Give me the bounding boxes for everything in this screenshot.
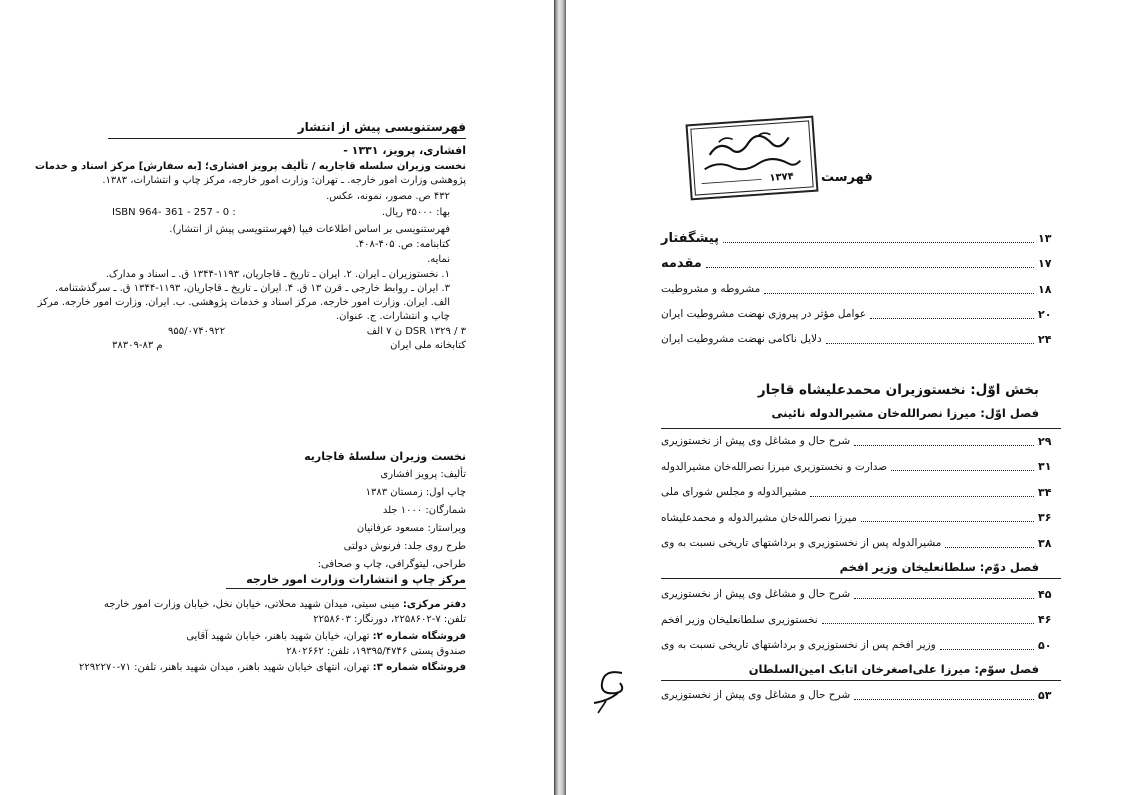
toc-leader-dots bbox=[854, 437, 1034, 446]
cip-subjects-1: ۱. نخستوزیران ـ ایران. ۲. ایران ـ تاریخ ـ قاجاریان، ۱۱۹۳-۱۳۴۴ ق. ـ اسناد و مدارک. bbox=[105, 269, 450, 280]
toc-leader-dots bbox=[810, 488, 1034, 497]
toc-entry-page: ۲۰ bbox=[1038, 307, 1052, 321]
cip-index: نمایه. bbox=[427, 254, 450, 265]
colophon-store2-label: فروشگاه شماره ۲: bbox=[372, 631, 466, 642]
toc-entry-page: ۲۹ bbox=[1038, 434, 1052, 448]
cip-subjects-4: چاپ و انتشارات. ج. عنوان. bbox=[335, 311, 450, 322]
toc-entry-title: پیشگفتار bbox=[661, 230, 720, 246]
toc-entry-title: شرح حال و مشاغل وی پیش از نخستوزیری bbox=[661, 435, 851, 447]
toc-entry bbox=[661, 305, 1056, 323]
cip-author: افشاری، پرویز، ۱۳۳۱ - bbox=[343, 144, 466, 157]
toc-entry bbox=[661, 509, 1056, 527]
cip-main-entry-text: نخست وزیران سلسله قاجاریه / تألیف پرویز افشاری؛ [به سفارش] مرکز اسناد و خدمات bbox=[34, 161, 466, 172]
toc-entry bbox=[661, 229, 1056, 247]
chapter-2-divider bbox=[661, 578, 1061, 579]
chapter-2-title: فصل دوّم: سلطانعلیخان وزیر افخم bbox=[839, 560, 1039, 574]
toc-entry bbox=[661, 458, 1056, 476]
colophon-print-run: شمارگان: ۱۰۰۰ جلد bbox=[382, 505, 466, 516]
colophon-office bbox=[104, 598, 466, 611]
toc-entry-page: ۳۱ bbox=[1038, 460, 1052, 473]
cip-main-entry bbox=[35, 160, 466, 173]
toc-leader-dots bbox=[891, 462, 1034, 471]
toc-entry-title: نخستوزیری سلطانعلیخان وزیر افخم bbox=[661, 613, 818, 626]
toc-entry bbox=[661, 686, 1056, 704]
toc-entry-title: صدارت و نخستوزیری میرزا نصرالله‌خان مشیرالدوله bbox=[661, 460, 888, 473]
colophon-office-phone: تلفن: ۷-۲۲۵۸۶۰۲، دورنگار: ۲۲۵۸۶۰۳ bbox=[313, 614, 466, 625]
cip-title: فهرستنویسی پیش از انتشار bbox=[297, 120, 466, 134]
toc-entry-page: ۵۰ bbox=[1038, 638, 1052, 652]
book-gutter bbox=[554, 0, 566, 795]
chapter-1-divider bbox=[661, 428, 1061, 429]
cip-library: کتابخانه ملی ایران bbox=[390, 340, 466, 351]
toc-entry-title: مشروطه و مشروطیت bbox=[661, 283, 761, 295]
chapter-1-title: فصل اوّل: میرزا نصرالله‌خان مشیرالدوله نائینی bbox=[771, 406, 1039, 420]
toc-entry-title: دلایل ناکامی نهضت مشروطیت ایران bbox=[661, 333, 822, 345]
toc-entry bbox=[661, 432, 1056, 450]
toc-entry-page: ۴۶ bbox=[1038, 613, 1052, 626]
library-stamp bbox=[686, 116, 819, 201]
toc-leader-dots bbox=[870, 310, 1034, 319]
colophon-title: نخست وزیران سلسلهٔ قاجاریه bbox=[304, 450, 466, 463]
toc-entry-page: ۱۸ bbox=[1038, 282, 1052, 296]
colophon-office-address: مینی سیتی، میدان شهید محلاتی، خیابان نخل، خیابان وزارت امور خارجه bbox=[103, 599, 400, 610]
handwritten-margin-mark bbox=[584, 665, 630, 715]
toc-entry-title: مشیرالدوله و مجلس شورای ملی bbox=[661, 486, 807, 498]
chapter-3-title: فصل سوّم: میرزا علی‌اصغرخان اتابک امین‌السلطان bbox=[748, 662, 1039, 676]
toc-entry bbox=[661, 483, 1056, 501]
colophon-center: مرکز چاپ و انتشارات وزارت امور خارجه bbox=[246, 573, 466, 586]
cip-publisher: پژوهشی وزارت امور خارجه. ـ تهران: وزارت امور خارجه، مرکز چاپ و انتشارات، ۱۳۸۳. bbox=[102, 175, 466, 186]
colophon-edition: چاپ اول: زمستان ۱۳۸۳ bbox=[365, 487, 466, 498]
cip-physical: ۴۳۲ ص. مصور، نمونه، عکس. bbox=[326, 191, 450, 202]
toc-entry bbox=[661, 254, 1056, 272]
stamp-number: ۱۳۷۴ bbox=[769, 171, 795, 184]
colophon-store3 bbox=[79, 661, 466, 674]
colophon-block bbox=[79, 450, 466, 680]
toc-leader-dots bbox=[822, 615, 1034, 624]
cip-classification-a: ۹۵۵/۰۷۴۰۹۲۲ bbox=[168, 326, 226, 337]
colophon-office-label: دفتر مرکزی: bbox=[402, 599, 466, 610]
toc-leader-dots bbox=[940, 641, 1034, 650]
toc-entry bbox=[661, 636, 1056, 654]
toc-entry bbox=[661, 611, 1056, 629]
library-stamp-graphic bbox=[688, 118, 817, 198]
right-page bbox=[566, 0, 1129, 795]
colophon-store2-phone: صندوق پستی ۱۹۳۹۵/۴۷۴۶، تلفن: ۲۸۰۲۶۶۲ bbox=[286, 646, 466, 657]
colophon-store3-label: فروشگاه شماره ۳: bbox=[372, 662, 466, 673]
toc-entry-page: ۱۳ bbox=[1038, 231, 1052, 245]
toc-entry bbox=[661, 585, 1056, 603]
colophon-cover: طرح روی جلد: فرنوش دولتی bbox=[343, 541, 466, 552]
chapter-3-divider bbox=[661, 680, 1061, 681]
left-page bbox=[0, 0, 554, 795]
toc-leader-dots bbox=[723, 234, 1034, 243]
colophon-store3-address: تهران، انتهای خیابان شهید باهنر، میدان شهید باهنر، تلفن: ۷۱-۲۲۹۲۲۷۰ bbox=[79, 662, 370, 673]
cip-block bbox=[34, 120, 466, 351]
colophon-store2 bbox=[186, 630, 466, 643]
cip-price: بها: ۳۵۰۰۰ ریال. bbox=[381, 207, 450, 218]
colophon-author: تألیف: پرویز افشاری bbox=[380, 469, 466, 480]
toc-entry-page: ۵۳ bbox=[1038, 688, 1052, 702]
toc-leader-dots bbox=[854, 691, 1034, 700]
toc-leader-dots bbox=[826, 335, 1034, 344]
colophon-printing: طراحی، لیتوگرافی، چاپ و صحافی: bbox=[317, 559, 466, 570]
toc-entry-page: ۲۴ bbox=[1038, 332, 1052, 346]
toc-entry-title: شرح حال و مشاغل وی پیش از نخستوزیری bbox=[661, 588, 851, 600]
toc-entry-title: عوامل مؤثر در پیروزی نهضت مشروطیت ایران bbox=[661, 308, 867, 320]
toc-entry-page: ۳۸ bbox=[1038, 536, 1052, 550]
toc-entry-page: ۴۵ bbox=[1038, 587, 1052, 601]
toc-entry bbox=[661, 280, 1056, 298]
toc-heading: فهرست bbox=[821, 170, 873, 185]
part-1-title: بخش اوّل: نخستوزیران محمدعلیشاه قاجار bbox=[757, 382, 1039, 398]
cip-divider bbox=[108, 138, 466, 139]
toc-entry-page: ۳۶ bbox=[1038, 511, 1052, 524]
toc-leader-dots bbox=[861, 513, 1034, 522]
cip-library-number: م ۸۳-۳۸۳۰۹ bbox=[112, 340, 163, 351]
toc-entry bbox=[661, 330, 1056, 348]
cip-subjects-2: ۳. ایران ـ روابط خارجی ـ قرن ۱۳ ق. ۴. ایران ـ تاریخ ـ قاجاریان، ۱۱۹۳-۱۳۴۴ ق. ـ سرگذشتنامه. bbox=[55, 283, 450, 294]
cip-subjects-3: الف. ایران. وزارت امور خارجه. مرکز اسناد و خدمات پژوهشی. ب. ایران. وزارت امور خارجه. مرکز bbox=[37, 297, 450, 308]
toc-entry bbox=[661, 534, 1056, 552]
toc-entry-page: ۱۷ bbox=[1038, 256, 1052, 270]
toc-entry-page: ۳۴ bbox=[1038, 485, 1052, 499]
toc-leader-dots bbox=[854, 590, 1034, 599]
colophon-store2-address: تهران، خیابان شهید باهنر، خیابان شهید آقایی bbox=[186, 631, 370, 642]
toc-leader-dots bbox=[945, 539, 1034, 548]
cip-note: فهرستنویسی بر اساس اطلاعات فیپا (فهرستنویسی پیش از انتشار). bbox=[169, 224, 450, 235]
toc-entry-title: شرح حال و مشاغل وی پیش از نخستوزیری bbox=[661, 689, 851, 701]
cip-classification-b: DSR ۱۳۲۹ / ۳ ن ۷ الف bbox=[366, 326, 466, 337]
cip-bibliography: کتابنامه: ص. ۴۰۵-۴۰۸. bbox=[355, 239, 450, 250]
cip-isbn: ISBN 964- 361 - 257 - 0 : bbox=[112, 207, 236, 218]
toc-entry-title: مشیرالدوله پس از نخستوزیری و برداشتهای تاریخی نسبت به وی bbox=[661, 537, 942, 549]
toc-leader-dots bbox=[764, 285, 1034, 294]
colophon-editor: ویراستار: مسعود عرفانیان bbox=[356, 523, 466, 534]
toc-entry-title: مقدمه bbox=[661, 255, 702, 271]
colophon-divider bbox=[226, 588, 466, 589]
toc-leader-dots bbox=[706, 259, 1034, 268]
toc-entry-title: میرزا نصرالله‌خان مشیرالدوله و محمدعلیشاه bbox=[661, 511, 857, 524]
toc-entry-title: وزیر افخم پس از نخستوزیری و برداشتهای تاریخی نسبت به وی bbox=[661, 639, 936, 651]
